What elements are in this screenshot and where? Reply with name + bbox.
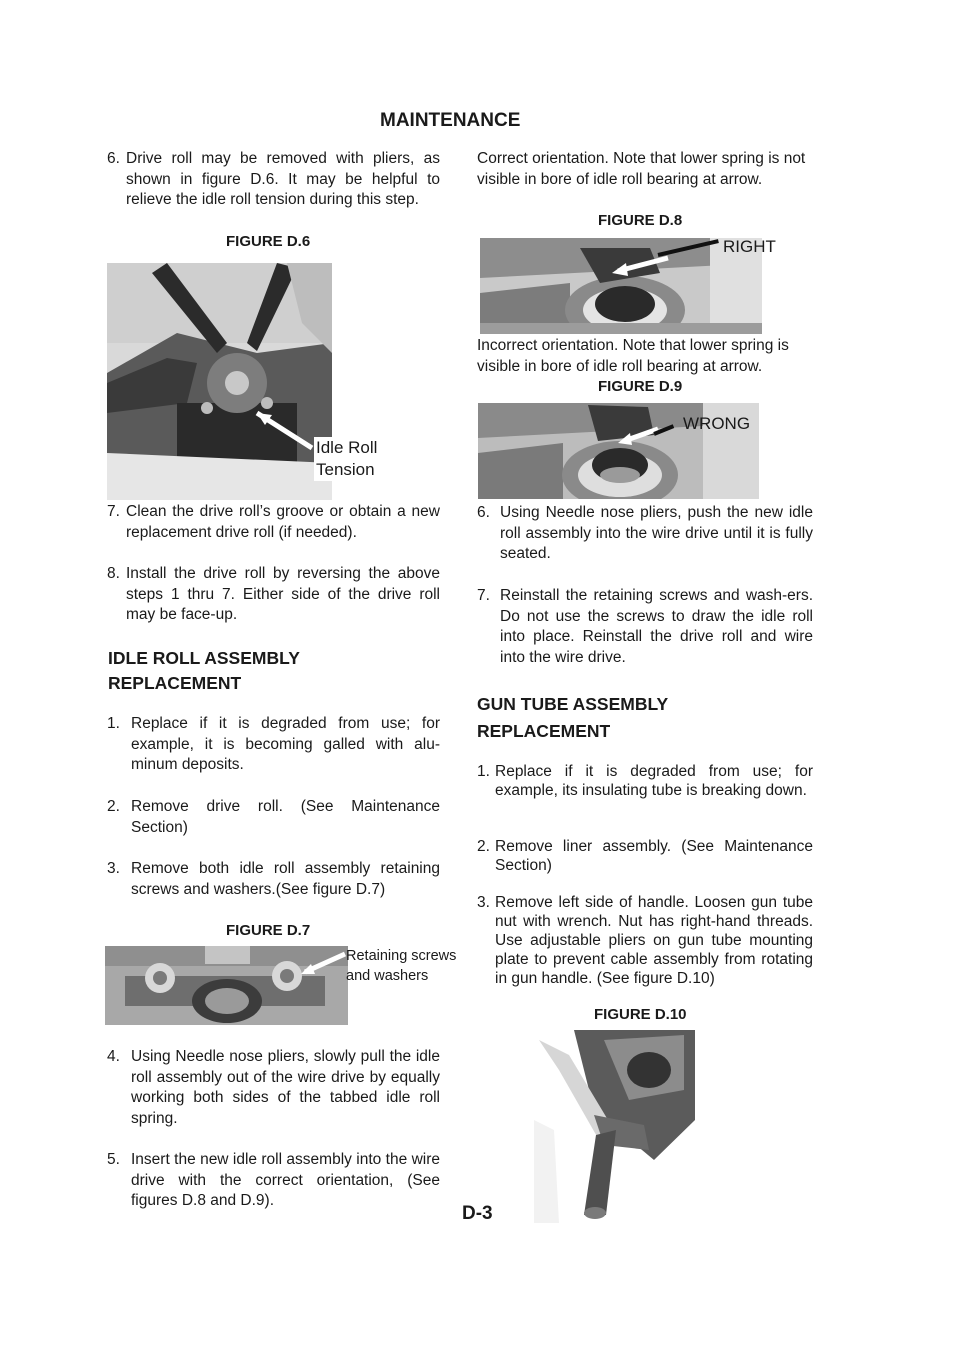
figure-d8-photo (480, 238, 762, 334)
figure-label (314, 437, 379, 481)
list-item (477, 837, 813, 875)
item-text: Drive roll may be removed with pliers, as shown in figure D.6. It may be helpful to relieve the idle roll tension during this step. (126, 150, 440, 208)
heading-line: IDLE ROLL ASSEMBLY (108, 648, 300, 668)
page-title: MAINTENANCE (380, 110, 521, 131)
list-item (477, 762, 813, 800)
item-text: Remove both idle roll assembly retaining screws and washers.(See figure D.7) (131, 860, 440, 898)
figure-d10-photo (534, 1030, 695, 1223)
figure-label (346, 946, 456, 986)
paragraph: Correct orientation. Note that lower spring is not visible in bore of idle roll bearing at arrow. (477, 150, 806, 188)
figure-label: RIGHT (723, 237, 776, 256)
list-item (107, 797, 440, 838)
list-item (107, 149, 440, 211)
item-text: Install the drive roll by reversing the above steps 1 thru 7. Either side of the drive roll may be face-up. (126, 565, 440, 623)
item-number: 7. (107, 503, 120, 520)
figure-caption: FIGURE D.6 (226, 233, 311, 250)
item-number: 1. (477, 763, 490, 780)
item-number: 2. (107, 798, 120, 815)
list-item (477, 586, 813, 668)
item-number: 3. (477, 894, 490, 911)
item-number: 2. (477, 838, 490, 855)
list-item (477, 893, 813, 988)
item-number: 3. (107, 860, 120, 877)
page-number: D-3 (462, 1203, 493, 1224)
item-text: Clean the drive roll’s groove or obtain a new replacement drive roll (if needed). (126, 503, 440, 541)
figure-caption: FIGURE D.9 (598, 378, 683, 395)
item-text: Using Needle nose pliers, slowly pull the idle roll assembly out of the wire drive by equally working both sides of the tabbed idle roll spring. (131, 1048, 440, 1127)
list-item (107, 1047, 440, 1129)
figure-d7-photo (105, 946, 348, 1025)
item-number: 5. (107, 1151, 120, 1168)
figure-label: WRONG (683, 414, 751, 433)
item-number: 6. (477, 504, 490, 521)
item-number: 8. (107, 565, 120, 582)
list-item (107, 714, 440, 776)
label-line: Tension (316, 460, 375, 479)
item-number: 1. (107, 715, 120, 732)
label-line: and washers (346, 968, 429, 984)
figure-caption: FIGURE D.10 (594, 1006, 687, 1023)
label-line: Idle Roll (316, 438, 378, 457)
label-line: Retaining screws (346, 948, 457, 964)
item-number: 4. (107, 1048, 120, 1065)
heading-line: GUN TUBE ASSEMBLY (477, 694, 669, 714)
list-item (107, 859, 440, 900)
item-text: Remove liner assembly. (See Maintenance Section) (495, 838, 813, 874)
item-text: Insert the new idle roll assembly into the wire drive with the correct orientation, (See figures D.8 and D.9). (131, 1151, 440, 1209)
item-text: Remove left side of handle. Loosen gun tube nut with wrench. Nut has right-hand threads. Use adjustable pliers on gun tube mounting plate to prevent cable assembly from rotating in gun handle. (See figure D.10) (495, 894, 813, 987)
figure-caption: FIGURE D.7 (226, 922, 311, 939)
figure-d6-photo (107, 263, 332, 500)
list-item (107, 564, 440, 626)
heading-line: REPLACEMENT (108, 673, 242, 693)
paragraph: Incorrect orientation. Note that lower spring is visible in bore of idle roll bearing at arrow. (477, 337, 789, 375)
item-text: Reinstall the retaining screws and wash-ers. Do not use the screws to draw the idle roll into place. Reinstall the drive roll and wire into the wire drive. (500, 587, 813, 666)
item-number: 6. (107, 150, 120, 167)
list-item (477, 503, 813, 565)
section-heading (108, 646, 300, 696)
heading-line: REPLACEMENT (477, 721, 611, 741)
list-item (107, 502, 440, 543)
item-text: Replace if it is degraded from use; for example, it is becoming galled with alu-minum deposits. (131, 715, 440, 773)
item-text: Using Needle nose pliers, push the new idle roll assembly into the wire drive until it is fully seated. (500, 504, 813, 562)
item-text: Replace if it is degraded from use; for example, its insulating tube is breaking down. (495, 763, 813, 799)
figure-caption: FIGURE D.8 (598, 212, 683, 229)
list-item (107, 1150, 440, 1212)
section-heading (477, 691, 668, 745)
item-number: 7. (477, 587, 490, 604)
item-text: Remove drive roll. (See Maintenance Section) (131, 798, 440, 836)
